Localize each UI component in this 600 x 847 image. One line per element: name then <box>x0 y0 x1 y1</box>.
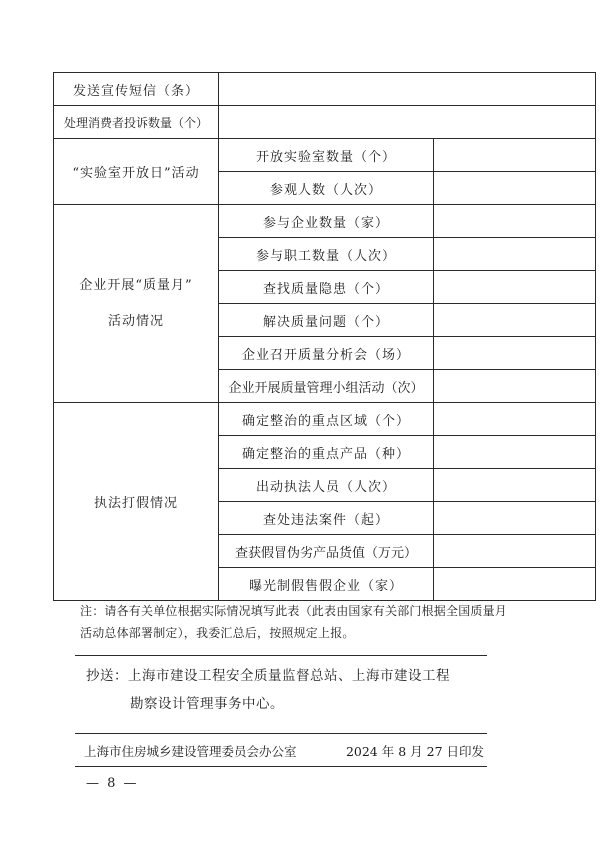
value-cell <box>434 403 596 436</box>
table-row <box>54 139 596 172</box>
table-row <box>54 205 596 238</box>
value-cell <box>434 139 596 172</box>
item-label: 确定整治的重点产品（种） <box>219 436 434 469</box>
statistics-table <box>53 72 596 601</box>
row-label-send-sms: 发送宣传短信（条） <box>54 73 219 106</box>
page-number: — 8 — <box>86 776 139 791</box>
cc-line: 抄送：上海市建设工程安全质量监督总站、上海市建设工程 <box>86 668 450 684</box>
value-cell <box>434 172 596 205</box>
carbon-copy <box>86 662 506 718</box>
value-cell <box>219 73 596 106</box>
value-cell <box>434 205 596 238</box>
cc-line: 勘察设计管理事务中心。 <box>130 696 284 712</box>
issue-date: 2024 年 8 月 27 日印发 <box>345 744 484 759</box>
value-cell <box>434 337 596 370</box>
item-label: 企业开展质量管理小组活动（次） <box>219 370 434 403</box>
value-cell <box>434 238 596 271</box>
item-label: 解决质量问题（个） <box>219 304 434 337</box>
table-row <box>54 403 596 436</box>
value-cell <box>434 535 596 568</box>
item-label: 出动执法人员（人次） <box>219 469 434 502</box>
item-label: 查获假冒伪劣产品货值（万元） <box>219 535 434 568</box>
section-label-quality-month <box>54 205 219 403</box>
issuance-footer <box>84 742 484 760</box>
issuer-name: 上海市住房城乡建设管理委员会办公室 <box>84 744 297 759</box>
value-cell <box>434 436 596 469</box>
note-line: 活动总体部署制定），我委汇总后，按照规定上报。 <box>80 626 355 640</box>
section-label-enforcement: 执法打假情况 <box>54 403 219 601</box>
item-label: 查找质量隐患（个） <box>219 271 434 304</box>
item-label: 确定整治的重点区域（个） <box>219 403 434 436</box>
value-cell <box>434 469 596 502</box>
value-cell <box>434 502 596 535</box>
value-cell <box>434 568 596 601</box>
section-label-line: 活动情况 <box>107 313 164 329</box>
table-row <box>54 73 596 106</box>
item-label: 企业召开质量分析会（场） <box>219 337 434 370</box>
item-label: 曝光制假售假企业（家） <box>219 568 434 601</box>
value-cell <box>434 370 596 403</box>
table-row <box>54 106 596 139</box>
table-note <box>80 600 550 644</box>
item-label: 查处违法案件（起） <box>219 502 434 535</box>
note-line: 注：请各有关单位根据实际情况填写此表（此表由国家有关部门根据全国质量月 <box>80 604 508 618</box>
row-label-complaints: 处理消费者投诉数量（个） <box>54 106 219 139</box>
value-cell <box>434 271 596 304</box>
value-cell <box>219 106 596 139</box>
divider <box>75 766 487 767</box>
divider <box>75 733 487 734</box>
item-label: 开放实验室数量（个） <box>219 139 434 172</box>
value-cell <box>434 304 596 337</box>
item-label: 参与企业数量（家） <box>219 205 434 238</box>
section-label-lab-open-day: “实验室开放日”活动 <box>54 139 219 205</box>
item-label: 参与职工数量（人次） <box>219 238 434 271</box>
section-label-line: 企业开展“质量月” <box>79 277 193 293</box>
divider <box>75 655 487 656</box>
item-label: 参观人数（人次） <box>219 172 434 205</box>
